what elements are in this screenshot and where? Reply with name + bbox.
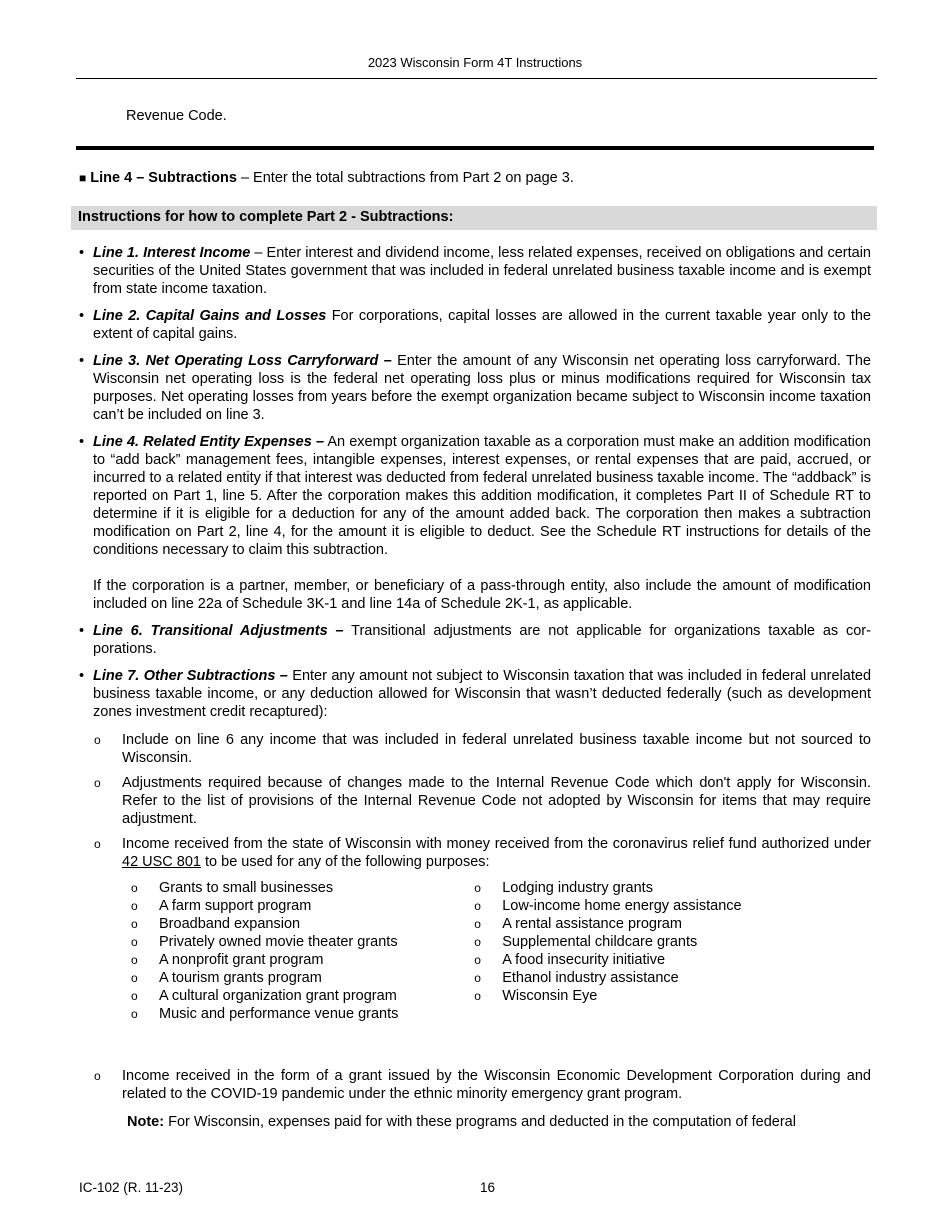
bullet-icon: • (79, 353, 85, 369)
sub-item-text: Adjustments required because of changes made to the Internal Revenue Code which don't apply for Wisconsin. Refer to the list of provisions of the Internal Revenue Code not adopted by Wisconsin for items that may require adjustment. (122, 775, 871, 827)
bullet-icon: • (79, 434, 85, 450)
sub-list-item (79, 1067, 871, 1103)
item-text: For corporations, capital losses are allowed in the current taxable year only to the extent of capital gains. (93, 308, 871, 342)
purpose-item (131, 933, 474, 951)
instructions-body (79, 244, 871, 1131)
continuation-text: Revenue Code. (126, 108, 227, 124)
sub-list-item (79, 835, 871, 871)
item-label: Line 2. Capital Gains and Losses (93, 308, 327, 324)
list-item (79, 433, 871, 613)
item-text: Enter any amount not subject to Wisconsin taxation that was included in federal unrelated business taxable income, or any deduction allowed for Wisconsin that wasn’t deducted federally (such as development zones investment credit recaptured): (93, 668, 872, 720)
purpose-item (474, 915, 871, 933)
section-divider (76, 146, 874, 150)
circle-bullet-icon: o (474, 989, 481, 1003)
circle-bullet-icon: o (94, 1069, 101, 1083)
sub-item-text: Include on line 6 any income that was included in federal unrelated business taxable income but not sourced to Wisconsin. (122, 732, 871, 766)
item-label: Line 6. Transitional Adjustments – (93, 623, 344, 639)
bullet-icon: • (79, 245, 85, 261)
sub-item-text: Income received in the form of a grant issued by the Wisconsin Economic Development Corporation during and related to the COVID-19 pandemic under the ethnic minority emergency grant program. (122, 1068, 871, 1102)
bullet-icon: • (79, 308, 85, 324)
circle-bullet-icon: o (474, 899, 481, 913)
bullet-icon: • (79, 623, 85, 639)
purpose-label: Low-income home energy assistance (502, 898, 742, 914)
note-text: For Wisconsin, expenses paid for with these programs and deducted in the computation of federal (164, 1114, 796, 1130)
relief-text: Income received from the state of Wisconsin with money received from the coronavirus relief fund authorized under (122, 836, 871, 852)
circle-bullet-icon: o (474, 953, 481, 967)
purpose-label: Lodging industry grants (502, 880, 653, 896)
line4-subtractions (79, 170, 574, 186)
form-number: IC-102 (R. 11-23) (79, 1180, 184, 1195)
item-label: Line 3. Net Operating Loss Carryforward – (93, 353, 392, 369)
purpose-item (131, 951, 474, 969)
purpose-item (131, 897, 474, 915)
purpose-item (131, 969, 474, 987)
circle-bullet-icon: o (131, 1007, 138, 1021)
bullet-icon: • (79, 668, 85, 684)
purposes-left-column (131, 879, 474, 1023)
circle-bullet-icon: o (131, 899, 138, 913)
note-paragraph (127, 1113, 871, 1131)
list-item (79, 307, 871, 343)
list-item (79, 244, 871, 298)
circle-bullet-icon: o (94, 837, 101, 851)
circle-bullet-icon: o (474, 881, 481, 895)
purposes-right-column (474, 879, 871, 1023)
purpose-item (474, 933, 871, 951)
purpose-item (474, 951, 871, 969)
circle-bullet-icon: o (94, 733, 101, 747)
header-divider (76, 78, 877, 79)
purpose-label: A cultural organization grant program (159, 988, 397, 1004)
purpose-label: A tourism grants program (159, 970, 322, 986)
statute-link[interactable]: 42 USC 801 (122, 854, 201, 870)
line4-label: Line 4 – Subtractions (90, 170, 237, 186)
purpose-label: A rental assistance program (502, 916, 682, 932)
circle-bullet-icon: o (131, 989, 138, 1003)
list-item (79, 352, 871, 424)
sub-list-item (79, 774, 871, 828)
purpose-label: Wisconsin Eye (502, 988, 598, 1004)
circle-bullet-icon: o (131, 971, 138, 985)
sub-list-item (79, 731, 871, 767)
purpose-item (131, 987, 474, 1005)
item-text: Transitional adjustments are not applicable for organizations taxable as corporations. (93, 623, 871, 657)
part2-heading: Instructions for how to complete Part 2 - Subtractions: (78, 209, 454, 225)
purpose-item (131, 1005, 474, 1023)
purpose-label: Broadband expansion (159, 916, 301, 932)
purpose-item (474, 987, 871, 1005)
part2-heading-banner (71, 206, 877, 230)
relief-text-end: to be used for any of the following purposes: (201, 854, 490, 870)
circle-bullet-icon: o (94, 776, 101, 790)
purpose-label: Music and performance venue grants (159, 1006, 399, 1022)
list-item (79, 622, 871, 658)
circle-bullet-icon: o (131, 935, 138, 949)
purpose-label: Ethanol industry assistance (502, 970, 679, 986)
item-label: Line 4. Related Entity Expenses – (93, 434, 325, 450)
purpose-label: Privately owned movie theater grants (159, 934, 398, 950)
purposes-list (131, 879, 871, 1023)
item-follow-paragraph: If the corporation is a partner, member, or beneficiary of a pass-through entity, also include the amount of modification included on line 22a of Schedule 3K-1 and line 14a of Schedule 2K-1, as applicable. (93, 578, 871, 612)
circle-bullet-icon: o (474, 917, 481, 931)
item-text: An exempt organization taxable as a corporation must make an addition modification to “add back” management fees, intangible expenses, interest expenses, or rental expenses that are paid, accrued, or incurred to a related entity if that interest was deducted from federal unrelated business taxable income. The “addback” is reported on Part 1, line 5. After the corporation makes this addition modification, it completes Part II of Schedule RT to determine if it is eligible for a deduction for any of the amount added back. The corporation then makes a subtraction modification on Part 2, line 4, for the amount it is eligible to deduct. See the Schedule RT instructions for details of the conditions necessary to claim this subtraction. (93, 434, 871, 558)
circle-bullet-icon: o (474, 971, 481, 985)
purpose-item (474, 969, 871, 987)
item-label: Line 1. Interest Income (93, 245, 251, 261)
circle-bullet-icon: o (474, 935, 481, 949)
square-bullet-icon: ■ (79, 171, 87, 185)
purpose-label: A food insecurity initiative (502, 952, 666, 968)
purpose-label: Supplemental childcare grants (502, 934, 698, 950)
page-header-title: 2023 Wisconsin Form 4T Instructions (367, 55, 583, 70)
page-number: 16 (480, 1180, 496, 1195)
note-label: Note: (127, 1114, 165, 1130)
item-text: – Enter interest and dividend income, less related expenses, received on obligations and certain securities of the United States government that was included in federal unrelated business taxable income and is exempt from state income taxation. (93, 245, 871, 297)
item-text: Enter the amount of any Wisconsin net operating loss carryforward. The Wisconsin net operating loss is the federal net operating loss plus or minus modifications required for Wisconsin tax purposes. Net operating losses from years before the exempt organization became subject to Wisconsin income taxation can’t be included on line 3. (93, 353, 871, 423)
purpose-item (474, 897, 871, 915)
purpose-item (131, 879, 474, 897)
purpose-item (131, 915, 474, 933)
purpose-item (474, 879, 871, 897)
list-item (79, 667, 871, 721)
circle-bullet-icon: o (131, 917, 138, 931)
item-label: Line 7. Other Subtractions – (93, 668, 288, 684)
line4-text: – Enter the total subtractions from Part 2 on page 3. (236, 170, 574, 186)
circle-bullet-icon: o (131, 953, 138, 967)
purpose-label: Grants to small businesses (159, 880, 334, 896)
purpose-label: A farm support program (159, 898, 312, 914)
circle-bullet-icon: o (131, 881, 138, 895)
purpose-label: A nonprofit grant program (159, 952, 324, 968)
